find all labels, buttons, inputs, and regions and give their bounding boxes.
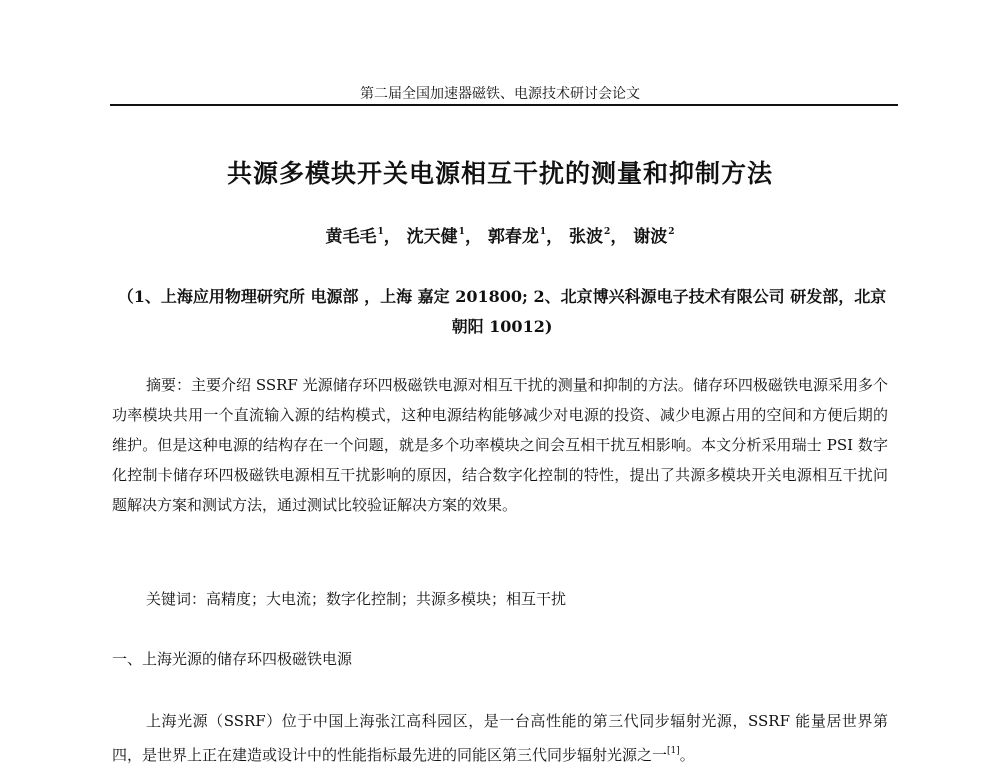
body-text: 上海光源（SSRF）位于中国上海张江高科园区，是一台高性能的第三代同步辐射光源，SSRF 能量居世界第四，是世界上正在建造或设计中的性能指标最先进的同能区第三代同步辐射光源之一 [112, 712, 888, 764]
running-header: 第二届全国加速器磁铁、电源技术研讨会论文 [360, 86, 640, 102]
author-affil-mark: 2 [604, 227, 611, 237]
author-name: 沈天健 [406, 227, 458, 247]
author-name: 黄毛毛 [325, 227, 377, 247]
body-paragraph [112, 706, 888, 770]
abstract: 摘要：主要介绍 SSRF 光源储存环四极磁铁电源对相互干扰的测量和抑制的方法。储存环四极磁铁电源采用多个功率模块共用一个直流输入源的结构模式，这种电源结构能够减少对电源的投资、减少电源占用的空间和方便后期的维护。但是这种电源的结构存在一个问题，就是多个功率模块之间会互相干扰互相影响。本文分析采用瑞士 PSI 数字化控制卡储存环四极磁铁电源相互干扰影响的原因，结合数字化控制的特性，提出了共源多模块开关电源相互干扰问题解决方案和测试方法，通过测试比较验证解决方案的效果。 [112, 376, 888, 514]
author-list [0, 222, 1000, 247]
author-name: 谢波 [633, 227, 668, 247]
author-name: 张波 [569, 227, 604, 247]
author-affil-mark: 1 [539, 227, 547, 237]
author-name: 郭春龙 [487, 227, 539, 247]
author-separator: ， [383, 227, 401, 247]
body-text-end: 。 [679, 746, 695, 764]
author-affil-mark: 1 [458, 227, 465, 237]
author-separator: ， [464, 227, 482, 247]
author-separator: ， [546, 227, 564, 247]
keywords: 关键词：高精度；大电流；数字化控制；共源多模块；相互干扰 [146, 590, 567, 608]
affiliations: （1、上海应用物理研究所 电源部 ，上海 嘉定 201800; 2、北京博兴科源电子技术有限公司 研发部，北京 朝阳 10012) [117, 287, 887, 336]
author-affil-mark: 2 [668, 227, 675, 237]
paper-title: 共源多模块开关电源相互干扰的测量和抑制方法 [226, 159, 773, 188]
author-separator: ， [610, 227, 628, 247]
citation-mark: [1] [667, 746, 680, 756]
section-heading: 一、上海光源的储存环四极磁铁电源 [112, 650, 353, 668]
header-rule [110, 104, 898, 106]
author-affil-mark: 1 [377, 227, 384, 237]
